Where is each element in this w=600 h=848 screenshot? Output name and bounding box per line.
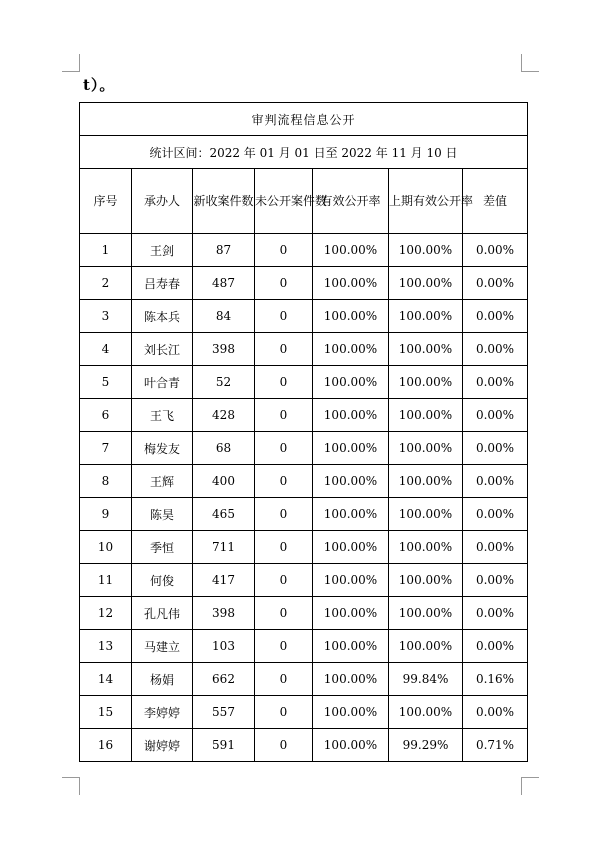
cell-difference: 0.71% [463, 729, 528, 762]
page-corner-mark-bottom-right [521, 777, 539, 795]
cell-new-cases: 103 [193, 630, 255, 663]
table-row [80, 531, 528, 564]
cell-unpublished-cases: 0 [255, 399, 313, 432]
cell-handler: 吕寿春 [132, 267, 193, 300]
cell-new-cases: 557 [193, 696, 255, 729]
cell-effective-rate: 100.00% [313, 333, 389, 366]
cell-index: 10 [80, 531, 132, 564]
cell-previous-rate: 100.00% [389, 366, 463, 399]
table-row [80, 432, 528, 465]
cell-handler: 梅发友 [132, 432, 193, 465]
cell-difference: 0.00% [463, 465, 528, 498]
cell-effective-rate: 100.00% [313, 696, 389, 729]
header-previous-rate: 上期有效公开率 [389, 169, 463, 234]
cell-unpublished-cases: 0 [255, 729, 313, 762]
cell-handler: 陈本兵 [132, 300, 193, 333]
cell-effective-rate: 100.00% [313, 597, 389, 630]
cell-new-cases: 400 [193, 465, 255, 498]
cell-unpublished-cases: 0 [255, 366, 313, 399]
table-row [80, 597, 528, 630]
cell-handler: 季恒 [132, 531, 193, 564]
cell-previous-rate: 100.00% [389, 597, 463, 630]
header-difference: 差值 [463, 169, 528, 234]
cell-handler: 王剑 [132, 234, 193, 267]
table-row [80, 366, 528, 399]
cell-index: 9 [80, 498, 132, 531]
cell-handler: 马建立 [132, 630, 193, 663]
cell-unpublished-cases: 0 [255, 333, 313, 366]
cell-previous-rate: 100.00% [389, 630, 463, 663]
cell-new-cases: 711 [193, 531, 255, 564]
cell-unpublished-cases: 0 [255, 564, 313, 597]
cell-handler: 孔凡伟 [132, 597, 193, 630]
cell-new-cases: 84 [193, 300, 255, 333]
cell-index: 12 [80, 597, 132, 630]
cell-index: 11 [80, 564, 132, 597]
cell-unpublished-cases: 0 [255, 663, 313, 696]
cell-handler: 谢婷婷 [132, 729, 193, 762]
cell-index: 5 [80, 366, 132, 399]
cell-previous-rate: 100.00% [389, 333, 463, 366]
cell-new-cases: 87 [193, 234, 255, 267]
cell-new-cases: 68 [193, 432, 255, 465]
cell-effective-rate: 100.00% [313, 531, 389, 564]
cell-difference: 0.00% [463, 597, 528, 630]
cell-difference: 0.00% [463, 696, 528, 729]
cell-effective-rate: 100.00% [313, 465, 389, 498]
cell-previous-rate: 100.00% [389, 432, 463, 465]
header-unpublished-cases: 未公开案件数 [255, 169, 313, 234]
cell-effective-rate: 100.00% [313, 564, 389, 597]
cell-new-cases: 52 [193, 366, 255, 399]
header-index: 序号 [80, 169, 132, 234]
cell-new-cases: 487 [193, 267, 255, 300]
cell-difference: 0.16% [463, 663, 528, 696]
cell-unpublished-cases: 0 [255, 531, 313, 564]
page-corner-mark-bottom-left [62, 777, 80, 795]
cell-index: 3 [80, 300, 132, 333]
cell-unpublished-cases: 0 [255, 300, 313, 333]
cell-index: 8 [80, 465, 132, 498]
cell-difference: 0.00% [463, 498, 528, 531]
cell-unpublished-cases: 0 [255, 498, 313, 531]
cell-difference: 0.00% [463, 564, 528, 597]
header-new-cases: 新收案件数 [193, 169, 255, 234]
cell-previous-rate: 100.00% [389, 300, 463, 333]
cell-new-cases: 428 [193, 399, 255, 432]
cell-handler: 杨娟 [132, 663, 193, 696]
preceding-text-fragment: t）。 [83, 76, 116, 94]
cell-index: 1 [80, 234, 132, 267]
cell-previous-rate: 100.00% [389, 465, 463, 498]
cell-difference: 0.00% [463, 432, 528, 465]
cell-previous-rate: 99.29% [389, 729, 463, 762]
cell-index: 2 [80, 267, 132, 300]
cell-effective-rate: 100.00% [313, 267, 389, 300]
cell-previous-rate: 100.00% [389, 531, 463, 564]
cell-difference: 0.00% [463, 267, 528, 300]
table-header-row [80, 169, 528, 234]
cell-index: 15 [80, 696, 132, 729]
cell-difference: 0.00% [463, 366, 528, 399]
cell-previous-rate: 100.00% [389, 399, 463, 432]
cell-handler: 叶合青 [132, 366, 193, 399]
cell-effective-rate: 100.00% [313, 432, 389, 465]
cell-handler: 王飞 [132, 399, 193, 432]
cell-difference: 0.00% [463, 333, 528, 366]
cell-unpublished-cases: 0 [255, 696, 313, 729]
cell-previous-rate: 100.00% [389, 234, 463, 267]
table-row [80, 234, 528, 267]
table-row [80, 267, 528, 300]
cell-difference: 0.00% [463, 300, 528, 333]
cell-previous-rate: 99.84% [389, 663, 463, 696]
table-row [80, 300, 528, 333]
table-row [80, 399, 528, 432]
table-title-row [80, 103, 528, 136]
cell-index: 4 [80, 333, 132, 366]
cell-difference: 0.00% [463, 531, 528, 564]
cell-new-cases: 591 [193, 729, 255, 762]
table-row [80, 630, 528, 663]
cell-difference: 0.00% [463, 630, 528, 663]
cell-previous-rate: 100.00% [389, 267, 463, 300]
cell-previous-rate: 100.00% [389, 498, 463, 531]
cell-effective-rate: 100.00% [313, 630, 389, 663]
cell-effective-rate: 100.00% [313, 300, 389, 333]
cell-index: 14 [80, 663, 132, 696]
cell-previous-rate: 100.00% [389, 564, 463, 597]
cell-previous-rate: 100.00% [389, 696, 463, 729]
cell-effective-rate: 100.00% [313, 234, 389, 267]
header-effective-rate: 有效公开率 [313, 169, 389, 234]
cell-handler: 李婷婷 [132, 696, 193, 729]
cell-handler: 何俊 [132, 564, 193, 597]
cell-effective-rate: 100.00% [313, 663, 389, 696]
cell-new-cases: 465 [193, 498, 255, 531]
cell-index: 6 [80, 399, 132, 432]
page-corner-mark-top-right [521, 54, 539, 72]
cell-index: 16 [80, 729, 132, 762]
cell-new-cases: 662 [193, 663, 255, 696]
table-row [80, 663, 528, 696]
cell-handler: 王辉 [132, 465, 193, 498]
table-row [80, 333, 528, 366]
cell-effective-rate: 100.00% [313, 498, 389, 531]
cell-unpublished-cases: 0 [255, 630, 313, 663]
cell-handler: 刘长江 [132, 333, 193, 366]
cell-new-cases: 398 [193, 333, 255, 366]
page-corner-mark-top-left [62, 54, 80, 72]
table-row [80, 498, 528, 531]
table-title: 审判流程信息公开 [80, 103, 528, 136]
cell-effective-rate: 100.00% [313, 729, 389, 762]
cell-handler: 陈昊 [132, 498, 193, 531]
table-row [80, 465, 528, 498]
cell-effective-rate: 100.00% [313, 366, 389, 399]
statistics-range: 统计区间：2022 年 01 月 01 日至 2022 年 11 月 10 日 [80, 136, 528, 169]
table-row [80, 564, 528, 597]
cell-unpublished-cases: 0 [255, 267, 313, 300]
header-handler: 承办人 [132, 169, 193, 234]
trial-info-table [79, 102, 528, 762]
cell-unpublished-cases: 0 [255, 597, 313, 630]
cell-new-cases: 398 [193, 597, 255, 630]
cell-index: 13 [80, 630, 132, 663]
table-range-row [80, 136, 528, 169]
cell-unpublished-cases: 0 [255, 432, 313, 465]
cell-unpublished-cases: 0 [255, 465, 313, 498]
table-row [80, 696, 528, 729]
table-row [80, 729, 528, 762]
cell-new-cases: 417 [193, 564, 255, 597]
cell-unpublished-cases: 0 [255, 234, 313, 267]
cell-difference: 0.00% [463, 234, 528, 267]
cell-difference: 0.00% [463, 399, 528, 432]
cell-index: 7 [80, 432, 132, 465]
cell-effective-rate: 100.00% [313, 399, 389, 432]
